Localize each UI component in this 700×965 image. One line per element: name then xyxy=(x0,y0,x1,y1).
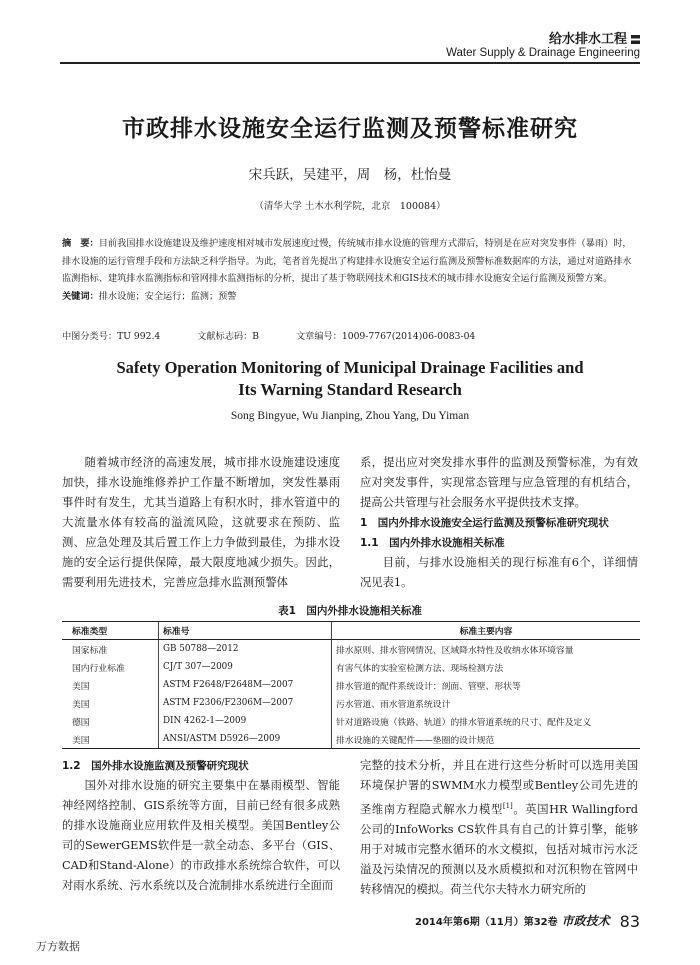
standards-table xyxy=(62,621,640,749)
article-number: 文章编号：1009-7767(2014)06-0083-04 xyxy=(295,331,476,342)
table-row xyxy=(62,676,640,694)
page-footer xyxy=(415,912,640,931)
table-cell: ASTM F2648/F2648M—2007 xyxy=(159,676,332,694)
keywords-text: 排水设施；安全运行；监测；预警 xyxy=(98,290,237,302)
section-heading-1-1: 1.1 国内外排水设施相关标准 xyxy=(360,537,505,549)
classification-line xyxy=(62,328,640,342)
citation-ref: [1] xyxy=(502,802,513,810)
body-column-right-top xyxy=(360,453,638,593)
table-cell: 针对道路设施（铁路、轨道）的排水管道系统的尺寸、配件及定义 xyxy=(332,712,641,730)
page-number: 83 xyxy=(619,912,640,931)
authors: 宋兵跃，吴建平，周 杨，杜怡曼 xyxy=(248,167,452,183)
header-rule xyxy=(60,62,640,64)
keywords-label: 关键词： xyxy=(62,290,99,302)
english-title-line1: Safety Operation Monitoring of Municipal Drainage Facilities and xyxy=(116,358,584,377)
table-cell: 美国 xyxy=(72,681,90,692)
table-row xyxy=(62,712,640,730)
table-caption: 表1 国内外排水设施相关标准 xyxy=(278,605,422,617)
intro-paragraph-cont: 系，提出应对突发排水事件的监测及预警标准，为有效应对突发事件，实现常态管理与应急管理的有机结合，提高公共管理与社会服务水平提供技术支撑。 xyxy=(360,456,638,509)
table-cell: CJ/T 307—2009 xyxy=(159,658,332,676)
table-cell: 排水原则、排水管网情况、区域降水特性及收纳水体环境容量 xyxy=(332,640,641,659)
table-header-cell: 标准类型 xyxy=(62,622,159,640)
table-cell: 国内行业标准 xyxy=(72,663,125,674)
table-cell: 排水设施的关键配件——垫圈的设计规范 xyxy=(332,730,641,749)
document-code: 文献标志码：B xyxy=(197,331,260,342)
table-cell: 德国 xyxy=(72,717,90,728)
clc-number: 中图分类号：TU 992.4 xyxy=(62,331,161,342)
intro-paragraph: 随着城市经济的高速发展，城市排水设施建设速度加快，排水设施维修养护工作量不断增加，突发性暴雨事件时有发生，尤其当道路上有积水时，排水管道中的大流量水体有较高的溢流风险，这就要求在预防、监测、应急处理及其后置工作上力争做到最佳，为排水设施的安全运行提供保障，最大限度地减少损失。因此，需要利用先进技术，完善应急排水监测预警体 xyxy=(62,456,340,589)
table-cell: 美国 xyxy=(72,699,90,710)
table-header-row xyxy=(62,622,640,640)
english-title-line2: Its Warning Standard Research xyxy=(238,380,462,399)
paragraph-text: 。英国HR Wallingford公司的InfoWorks CS软件具有自己的计算引擎，能够用于对城市完整水循环的水文模拟，包括对城市污水泛溢及污染情况的预测以及水质模拟和对沉积物在管网中转移情况的模拟。荷兰代尔夫特水力研究所的 xyxy=(360,802,638,896)
section-1-2-paragraph: 国外对排水设施的研究主要集中在暴雨模型、智能神经网络控制、GIS系统等方面，目前已经有很多成熟的排水设施商业应用软件及相关模型。美国Bentley公司的SewerGEMS软件是一款全动态、多平台（GIS、CAD和Stand-Alone）的市政排水系统综合软件，可以对雨水系统、污水系统以及合流制排水系统进行全面而 xyxy=(62,779,340,892)
table-cell: ANSI/ASTM D5926—2009 xyxy=(159,730,332,749)
abstract xyxy=(62,235,640,305)
table-row xyxy=(62,730,640,749)
section-1-2-paragraph-cont xyxy=(360,756,638,900)
table-cell: ASTM F2306/F2306M—2007 xyxy=(159,694,332,712)
table-row xyxy=(62,658,640,676)
table-cell: 国家标准 xyxy=(72,645,108,656)
body-column-left-top xyxy=(62,453,340,593)
table-cell: 美国 xyxy=(62,730,159,749)
section-1-1-paragraph: 目前，与排水设施相关的现行标准有6个，详细情况见表1。 xyxy=(360,556,638,589)
journal-header-en: Water Supply & Drainage Engineering xyxy=(446,47,640,59)
abstract-text: 目前我国排水设施建设及维护速度相对城市发展速度过慢，传统城市排水设施的管理方式滞后，特别是在应对突发事件（暴雨）时，排水设施的运行管理手段和方法缺乏科学指导。为此，笔者首先提出了构建排水设施安全运行监测及预警标准数据库的方法，通过对道路排水监测指标、建筑排水监测指标和管网排水监测指标的分析，提出了基于物联网技术和GIS技术的城市排水设施安全运行监测及预警方案。 xyxy=(62,238,632,284)
table-cell: GB 50788—2012 xyxy=(159,640,332,659)
table-cell: 有害气体的实验室检测方法、现场检测方法 xyxy=(332,658,641,676)
body-column-left-bottom xyxy=(62,756,340,896)
table-row xyxy=(62,694,640,712)
paper-title: 市政排水设施安全运行监测及预警标准研究 xyxy=(122,116,578,142)
issue-info: 2014年第6期（11月）第32卷 xyxy=(415,917,558,928)
section-heading-1-2: 1.2 国外排水设施监测及预警研究现状 xyxy=(62,760,249,772)
affiliation: （清华大学 土木水利学院，北京 100084） xyxy=(254,201,446,212)
journal-header-cn: 给水排水工程 xyxy=(549,28,640,47)
table-row xyxy=(62,640,640,659)
table-cell: DIN 4262-1—2009 xyxy=(159,712,332,730)
english-title xyxy=(0,357,700,401)
table-cell: 排水管道的配件系统设计：剖面、管壁、形状等 xyxy=(332,676,641,694)
table-header-cell: 标准号 xyxy=(159,622,332,640)
english-authors: Song Bingyue, Wu Jianping, Zhou Yang, Du Yiman xyxy=(230,410,470,422)
paragraph-text: 完整的技术分析，并且在进行这些分析时可以选用美国环境保护署的SWMM水力模型或Bentley公司先进的圣维南方程隐式解水力模型 xyxy=(360,759,638,816)
watermark: 万方数据 xyxy=(36,940,80,953)
body-column-right-bottom xyxy=(360,756,638,900)
table-header-cell: 标准主要内容 xyxy=(332,622,641,640)
section-heading-1: 1 国内外排水设施安全运行监测及预警标准研究现状 xyxy=(360,517,609,529)
abstract-label: 摘 要： xyxy=(62,238,99,249)
journal-name: 市政技术 xyxy=(561,914,610,928)
header-mark-icon xyxy=(631,35,640,44)
table-cell: 污水管道、雨水管道系统设计 xyxy=(332,694,641,712)
